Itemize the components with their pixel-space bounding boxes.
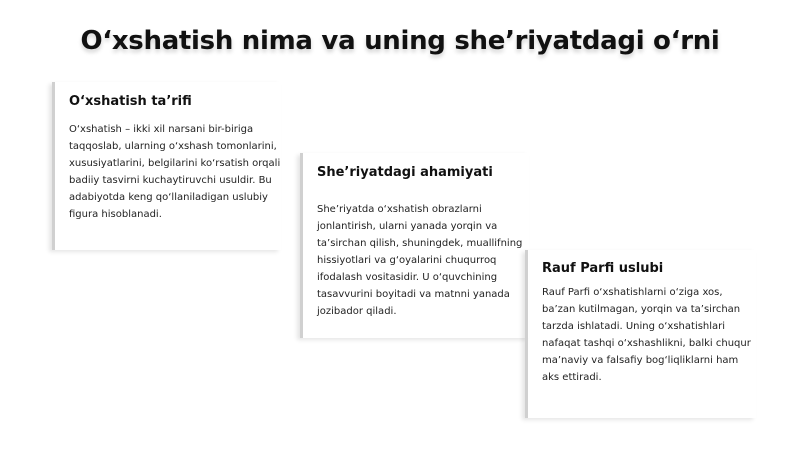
poetry-significance-card [300, 153, 529, 338]
page-title: O‘xshatish nima va uning she’riyatdagi o‘rni [80, 26, 720, 56]
card-heading: She’riyatdagi ahamiyati [317, 165, 493, 180]
card-text: She’riyatda o‘xshatish obrazlarni jonlantirish, ularni yanada yorqin va ta’sirchan qilish, shuningdek, muallifning hissiyotlari va g‘oyalarini chuqurroq ifodalash vositasidir. U o‘quvchining tasavvurini boyitadi va matnni yanada jozibador qiladi. [317, 204, 523, 317]
definition-card [52, 82, 281, 250]
card-text: Rauf Parfi o‘xshatishlarni o‘ziga xos, ba’zan kutilmagan, yorqin va ta’sirchan tarzda ishlatadi. Uning o‘xshatishlari nafaqat tashqi o‘xshashlikni, balki chuqur ma’naviy va falsafiy bog‘liqliklarni ham aks ettiradi. [542, 287, 751, 383]
card-heading: Rauf Parfi uslubi [542, 261, 664, 276]
card-text: O‘xshatish – ikki xil narsani bir-biriga taqqoslab, ularning o‘xshash tomonlarini, xususiyatlarini, belgilarini ko‘rsatish orqali badiiy tasvirni kuchaytiruvchi usuldir. Bu adabiyotda keng qo‘llaniladigan uslubiy figura hisoblanadi. [69, 124, 281, 220]
card-heading: O‘xshatish ta’rifi [69, 94, 192, 109]
rauf-parfi-style-card [525, 250, 756, 418]
